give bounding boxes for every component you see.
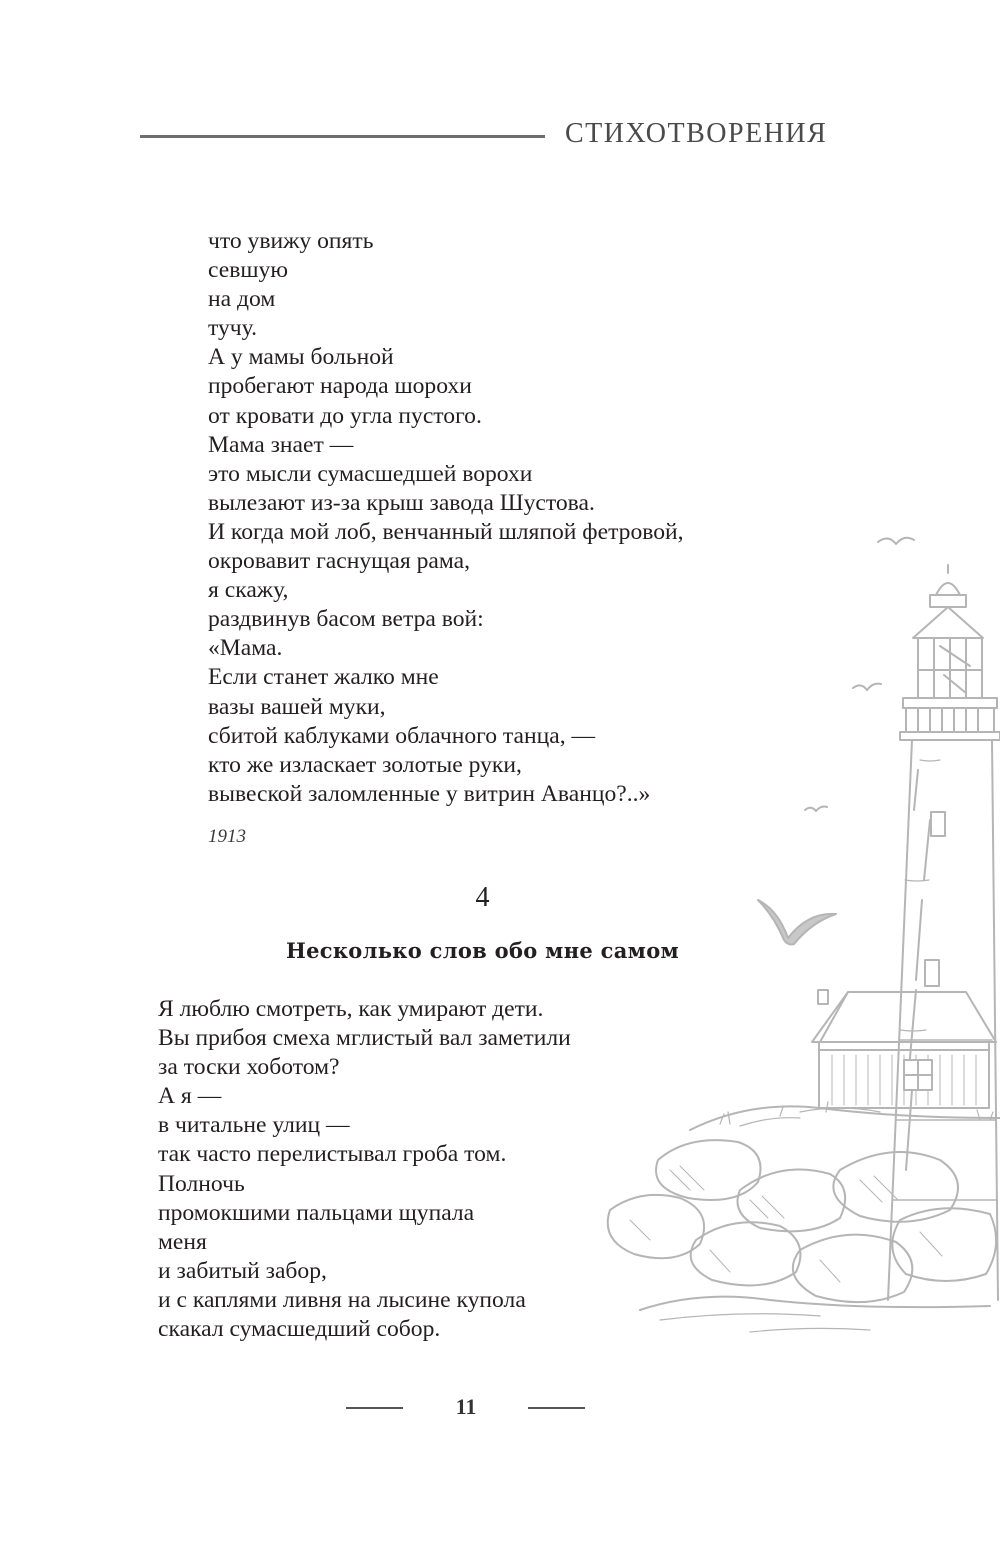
poem-line: что увижу опять	[208, 228, 374, 254]
poem-line: на дом	[208, 286, 276, 313]
poem-line: за тоски хоботом?	[158, 1054, 340, 1081]
poem-date: 1913	[208, 826, 246, 847]
poem-line: и забитый забор,	[158, 1257, 327, 1284]
poem-line: меня	[158, 1228, 207, 1255]
poem-line: скакал сумасшедший собор.	[158, 1316, 441, 1343]
seagull-icon	[853, 684, 881, 690]
seagull-icon	[758, 900, 836, 945]
poem-line: вылезают из-за крыш завода Шустова.	[208, 489, 595, 516]
lighthouse-illustration-icon	[600, 520, 1000, 1350]
poem-line: кто же изласкает золотые руки,	[208, 751, 522, 778]
poem-line: А у мамы больной	[208, 344, 394, 371]
running-head: СТИХОТВОРЕНИЯ	[565, 118, 828, 149]
poem-line: Я люблю смотреть, как умирают дети.	[158, 996, 544, 1022]
poem-line: промокшими пальцами щупала	[158, 1199, 475, 1226]
footer-rule-left	[346, 1407, 403, 1409]
poem-line: пробегают народа шорохи	[208, 373, 472, 400]
footer-rule-right	[528, 1407, 585, 1409]
poem-body	[158, 995, 571, 1344]
poem-line: окровавит гаснущая рама,	[208, 548, 470, 575]
poem-line: тучу.	[208, 315, 257, 342]
poem-line: севшую	[208, 257, 288, 284]
poem-line: вазы вашей муки,	[208, 693, 386, 720]
poem-line: раздвинув басом ветра вой:	[208, 606, 484, 633]
poem-line: я скажу,	[208, 577, 289, 604]
poem-line: и с каплями ливня на лысине купола	[158, 1286, 526, 1313]
poem-line: Мама знает —	[208, 431, 354, 458]
poem-line: сбитой каблуками облачного танца, —	[208, 722, 596, 749]
poem-line: Вы прибоя смеха мглистый вал заметили	[158, 1025, 571, 1052]
poem-line: так часто перелистывал гроба том.	[158, 1141, 507, 1168]
poem-line: от кровати до угла пустого.	[208, 402, 482, 429]
section-number: 4	[475, 882, 490, 913]
poem-line: это мысли сумасшедшей ворохи	[208, 460, 533, 487]
seagull-icon	[805, 807, 827, 812]
poem-line: Если станет жалко мне	[208, 664, 439, 691]
poem-line: А я —	[158, 1083, 222, 1110]
page-number: 11	[455, 1394, 477, 1419]
seagull-icon	[878, 538, 914, 544]
poem-line: вывеской заломленные у витрин Аванцо?..»	[208, 780, 651, 807]
poem-line: в читальне улиц —	[158, 1112, 350, 1139]
poem-line: «Мама.	[208, 635, 283, 662]
poem-line: Полночь	[158, 1170, 245, 1197]
header-rule	[140, 135, 545, 138]
poem-title: Несколько слов обо мне самом	[285, 938, 680, 963]
poem-line: И когда мой лоб, венчанный шляпой фетровой,	[208, 518, 684, 545]
